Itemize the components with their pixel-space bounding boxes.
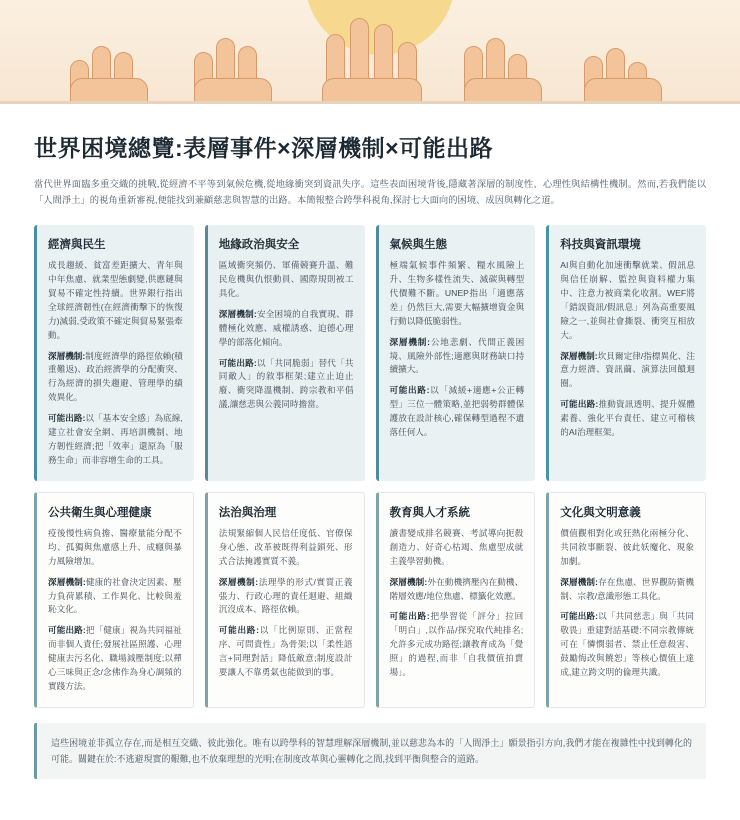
card-economy xyxy=(34,225,194,481)
outlet-label: 可能出路: xyxy=(389,611,430,622)
hero-divider xyxy=(0,101,740,104)
card-geopolitics xyxy=(205,225,365,481)
outlet-text: 以「基本安全感」為底線,建立社會安全網、再培訓機制、地方韌性經濟;把「效率」還原為「服務生命」而非容增生命的工具。 xyxy=(48,413,183,465)
mechanism-text: 法理學的形式/實質正義張力、行政心理的責任迴避、組織沉沒成本、路徑依賴。 xyxy=(218,576,353,615)
card-title: 文化與文明意義 xyxy=(560,506,641,519)
mechanism-text: 存在焦慮、世界觀防衛機制、宗教/意識形態工具化。 xyxy=(560,576,694,601)
card-outlet xyxy=(48,412,183,468)
card-title: 經濟與民生 xyxy=(48,238,106,251)
page-title: 世界困境總覽:表層事件×深層機制×可能出路 xyxy=(34,135,494,161)
card-outlet xyxy=(560,610,694,680)
outlet-text: 把學習從「評分」拉回「明白」,以作品/探究取代純排名;允許多元成功路徑;讓教育成為「覺照」的過程,而非「自我價值拍賣場」。 xyxy=(389,611,524,678)
outlet-label: 可能出路: xyxy=(389,385,430,396)
hand-center xyxy=(318,14,428,104)
mechanism-label: 深層機制: xyxy=(48,350,86,361)
outlet-text: 以「減緩+適應+公正轉型」三位一體策略,並把弱勢群體保護放在設計核心,確保轉型過程不遺落任何人。 xyxy=(389,385,525,438)
outlet-text: 以「共同慈悲」與「共同敬畏」重建對話基礎:不同宗教傳統可在「憐憫弱者、禁止任意殺害、鼓勵悔改與饒恕」等核心價值上達成,建立跨文明的倫理共識。 xyxy=(560,611,694,678)
hand-left-inner xyxy=(190,14,276,104)
card-overview: 疫後慢性病負擔、醫療量能分配不均、孤獨與焦慮感上升、成癮與暴力風險增加。 xyxy=(48,527,182,566)
card-overview: 極端氣候事件頻繁、糧水風險上升、生物多樣性流失、減碳與轉型代價難不斷。UNEP指出「適應落差」仍然巨大,需要大幅擴增資金與行動以降低脆弱性。 xyxy=(389,259,525,326)
outlet-text: 推動資訊透明、提升媒體素養、強化平台責任、建立可稽核的AI治理框架。 xyxy=(560,399,695,438)
card-mechanism xyxy=(219,576,353,618)
card-title: 公共衛生與心理健康 xyxy=(48,506,152,519)
outlet-label: 可能出路: xyxy=(218,625,260,636)
outlet-text: 把「健康」視為共同福祉而非個人責任;發展社區照護、心理健康去污名化、職場減壓制度;以禪心三味與正念/念佛作為身心調頻的實踐方法。 xyxy=(48,625,182,692)
card-overview: 區域衝突頻仍、軍備競賽升溫、難民危機與仇恨動員、國際規則被工具化。 xyxy=(218,259,354,298)
hand-right-outer xyxy=(580,14,666,104)
card-public-health xyxy=(34,492,194,708)
card-outlet xyxy=(560,398,695,440)
title-block xyxy=(0,104,740,209)
card-mechanism xyxy=(390,576,524,604)
hand-left-outer xyxy=(66,14,152,104)
outlet-label: 可能出路: xyxy=(48,625,86,636)
mechanism-text: 制度經濟學的路徑依賴(積重難返)、政治經濟學的分配衝突、行為經濟的損失趨避、管理學的績效異化。 xyxy=(48,350,183,403)
mechanism-label: 深層機制: xyxy=(389,336,431,347)
card-mechanism xyxy=(390,336,525,378)
card-title: 法治與治理 xyxy=(218,506,277,519)
card-mechanism xyxy=(48,576,182,618)
outlet-text: 以「共同脆弱」替代「共同敵人」的敘事框架;建立止迫止廢、衝突降溫機制、跨宗教和平倡議,讓慈悲與公義同時擔當。 xyxy=(218,357,354,410)
card-overview: 成長趨緩、貧富差距擴大、青年與中年焦慮、就業型態劇變,供應鏈與貿易不確定性持續。世界銀行指出全球經濟韌性(在經濟衝擊下的恢復力)減弱,受政策不確定與貿易緊張牽動。 xyxy=(48,259,183,340)
intro-paragraph: 當代世界面臨多重交織的挑戰,從經濟不平等到氣候危機,從地緣衝突到資訊失序。這些表面困境背後,隱藏著深層的制度性、心理性與結構性機制。然而,若我們能以「人間淨土」的視角重新審視,便能找到兼顧慈悲與智慧的出路。本簡報整合跨學科視角,探討七大面向的困境、成因與轉化之道。 xyxy=(34,179,706,205)
mechanism-label: 深層機制: xyxy=(560,576,599,587)
card-mechanism xyxy=(48,350,183,406)
mechanism-text: 安全困境的自我實現、群體極化效應、威權誘惑、迫德心理學的部落化傾向。 xyxy=(218,308,354,347)
hero-illustration xyxy=(0,0,740,104)
mechanism-label: 深層機制: xyxy=(48,576,86,587)
card-outlet xyxy=(219,624,353,680)
mechanism-label: 深層機制: xyxy=(389,576,428,587)
card-rule-of-law xyxy=(205,492,365,708)
card-outlet xyxy=(48,624,182,694)
card-title: 科技與資訊環境 xyxy=(560,238,641,251)
card-culture xyxy=(546,492,706,708)
outlet-label: 可能出路: xyxy=(560,399,599,410)
card-title: 氣候與生態 xyxy=(389,238,447,251)
card-outlet xyxy=(219,357,354,413)
hand-right-inner xyxy=(460,14,546,104)
card-education xyxy=(376,492,536,708)
outlet-label: 可能出路: xyxy=(48,413,86,424)
outlet-text: 以「比例原則、正當程序、可問責性」為骨架;以「柔性語言+同理對話」降低敵意;制度設計要讓人不靠勇氣也能做到的事。 xyxy=(218,625,353,678)
footer-note xyxy=(34,723,706,779)
mechanism-text: 坎貝爾定律/指標異化、注意力經濟、資訊繭、演算法回饋迴圈。 xyxy=(560,350,695,389)
card-mechanism xyxy=(560,576,694,604)
footer-text: 這些困境並非孤立存在,而是相互交織、彼此強化。唯有以跨學科的智慧理解深層機制,並以慈悲為本的「人間淨土」願景指引方向,我們才能在複雜性中找到轉化的可能。關鍵在於:不逃避現實的艱難,也不放棄理想的光明;在制度改革與心靈轉化之間,找到平衡與整合的道路。 xyxy=(51,738,692,765)
mechanism-label: 深層機制: xyxy=(218,308,257,319)
card-title: 教育與人才系統 xyxy=(389,506,470,519)
card-overview: AI與自動化加速衝擊就業、假訊息與信任崩解、監控與資料權力集中、注意力被商業化收割。WEF將「錯誤資訊/假訊息」列為高重要風險之一,並與社會撕裂、衝突互相放大。 xyxy=(560,259,695,340)
mechanism-text: 健康的社會決定因素、壓力負荷累積、工作異化、比較與羞恥文化。 xyxy=(48,576,182,615)
mechanism-label: 深層機制: xyxy=(560,350,598,361)
outlet-label: 可能出路: xyxy=(560,611,599,622)
card-overview: 價值觀相對化或狂熱化兩極分化、共同敘事斷裂、彼此妖魔化、現象加劇。 xyxy=(560,527,694,566)
mechanism-text: 外在動機擠壓內在動機、階層效應/地位焦慮、標籤化效應。 xyxy=(389,576,524,601)
topic-card-grid xyxy=(0,209,740,708)
mechanism-text: 公地悲劇、代間正義困境、風險外部性;適應與財務缺口持續擴大。 xyxy=(389,336,525,375)
card-title: 地緣政治與安全 xyxy=(218,238,300,251)
card-outlet xyxy=(390,610,524,680)
card-technology xyxy=(546,225,706,481)
card-overview: 讀書變成排名競賽、考試導向扼殺創造力、好奇心枯竭、焦慮型成就主義學習動機。 xyxy=(389,527,524,566)
card-mechanism xyxy=(219,308,354,350)
card-outlet xyxy=(390,384,525,440)
card-climate xyxy=(376,225,536,481)
outlet-label: 可能出路: xyxy=(218,357,257,368)
card-overview: 法規緊縮個人民信任度低、官僚保身心態、改革被既得利益鎖死、形式合法掩護實質不義。 xyxy=(218,527,353,566)
card-mechanism xyxy=(560,350,695,392)
mechanism-label: 深層機制: xyxy=(218,576,259,587)
